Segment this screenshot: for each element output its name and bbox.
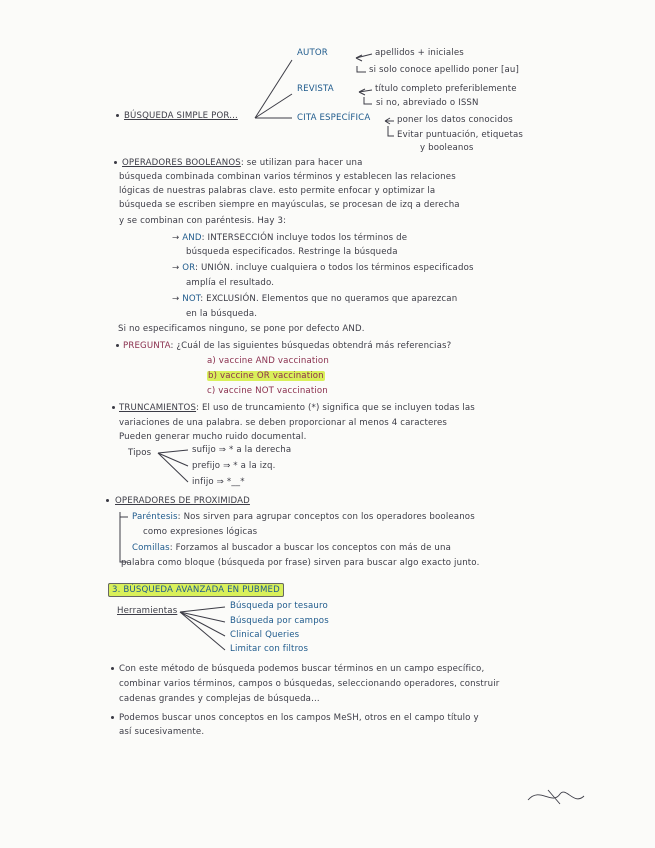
herramientas-text: Herramientas [117,606,178,616]
operadores-text: : se utilizan para hacer una [240,158,363,168]
or-line-2: amplía el resultado. [186,278,275,288]
avanzada-bullet1-line-1: combinar varios términos, campos o búsquedas, seleccionando operadores, construir [119,679,500,689]
bullet-dot [111,667,114,670]
cita-line-1: poner los datos conocidos [397,115,513,125]
operadores-default: Si no especificamos ninguno, se pone por defecto AND. [118,324,365,334]
bullet-dot [116,344,119,347]
or-desc: : UNIÓN. incluye cualquiera o todos los términos especificados [195,263,474,273]
autor-line-2: si solo conoce apellido poner [au] [369,65,519,75]
operadores-line-2: lógicas de nuestras palabras clave. esto permite enfocar y optimizar la [119,186,436,196]
herramientas-label [117,606,177,617]
or-line-1: → OR: UNIÓN. incluye cualquiera o todos los términos especificados [172,263,474,273]
and-name: AND [182,233,202,243]
branch-line [255,94,292,118]
revista-line-1: título completo preferiblemente [375,84,517,94]
operadores-line-1: búsqueda combinada combinan varios términos y establecen las relaciones [119,172,456,182]
tipo-infijo: infijo ⇒ *__* [192,477,245,487]
operadores-line-3: búsqueda se escriben siempre en mayúsculas, se procesan de izq a derecha [119,200,460,210]
pregunta-text: : ¿Cuál de las siguientes búsquedas obtendrá más referencias? [170,341,452,351]
cita-line-2: Evitar puntuación, etiquetas [397,130,524,140]
tool-campos: Búsqueda por campos [230,616,329,626]
avanzada-bullet1-line-0 [111,664,484,675]
comillas-line-1 [132,543,451,554]
autor-line-1: apellidos + iniciales [375,48,464,58]
pregunta-label: PREGUNTA [123,341,171,351]
tipo-prefijo: prefijo ⇒ * a la izq. [192,461,276,471]
parentesis-name: Paréntesis [132,512,178,522]
not-desc: : EXCLUSIÓN. Elementos que no queramos que aparezcan [200,294,458,304]
parentesis-desc: : Nos sirven para agrupar conceptos con los operadores booleanos [177,512,475,522]
revista-title: REVISTA [297,84,334,94]
operadores-line-0 [114,158,363,169]
busqueda-simple-label: BÚSQUEDA SIMPLE POR... [124,111,238,121]
not-line-1: → NOT: EXCLUSIÓN. Elementos que no queramos que aparezcan [172,294,458,304]
operadores-line-4: y se combinan con paréntesis. Hay 3: [119,216,287,226]
comillas-line-2: palabra como bloque (búsqueda por frase) sirven para buscar algo exacto junto. [121,558,480,568]
avanzada-bullet2-line-1: así sucesivamente. [119,727,205,737]
avanzada-bullet2-line-0 [111,713,479,724]
truncamientos-line-1: variaciones de una palabra. se deben proporcionar al menos 4 caracteres [119,418,448,428]
operadores-label: OPERADORES BOOLEANOS [122,158,241,168]
avanzada-bullet1-text: Con este método de búsqueda podemos buscar términos en un campo específico, [119,664,485,674]
and-desc: : INTERSECCIÓN incluye todos los términos de [201,233,408,243]
pregunta-option-a: a) vaccine AND vaccination [207,356,329,366]
cita-line-3: y booleanos [420,143,474,153]
avanzada-title-box [108,585,284,596]
tipo-sufijo: sufijo ⇒ * a la derecha [192,445,292,455]
truncamientos-text: : El uso de truncamiento (*) significa que se incluyen todas las [196,403,475,413]
parentesis-line-2: como expresiones lógicas [143,527,258,537]
revista-line-2: si no, abreviado o ISSN [376,98,479,108]
and-line-2: búsqueda especificados. Restringe la búsqueda [186,247,398,257]
busqueda-simple-heading [116,111,238,122]
or-name: OR [182,263,196,273]
branch-line [255,60,292,118]
bullet-dot [106,499,109,502]
avanzada-bullet2-text: Podemos buscar unos conceptos en los campos MeSH, otros en el campo título y [119,713,479,723]
avanzada-bullet1-line-2: cadenas grandes y complejas de búsqueda... [119,694,320,704]
autor-title: AUTOR [297,48,328,58]
bullet-dot [112,406,115,409]
proximidad-label: OPERADORES DE PROXIMIDAD [115,496,250,506]
parentesis-line-1 [132,512,475,523]
tool-tesauro: Búsqueda por tesauro [230,601,328,611]
and-line-1: → AND: INTERSECCIÓN incluye todos los términos de [172,233,408,243]
tipos-label: Tipos [128,448,152,458]
not-line-2: en la búsqueda. [186,309,258,319]
truncamientos-line-0 [112,403,475,414]
truncamientos-line-2: Pueden generar mucho ruido documental. [119,432,307,442]
bullet-dot [114,161,117,164]
bullet-dot [111,716,114,719]
bullet-dot [116,114,119,117]
pregunta-line [116,341,451,352]
tool-filtros: Limitar con filtros [230,644,309,654]
avanzada-title: 3. BÚSQUEDA AVANZADA EN PUBMED [108,583,284,597]
not-name: NOT [182,294,201,304]
comillas-name: Comillas [132,543,170,553]
tool-clinical: Clinical Queries [230,630,300,640]
proximidad-heading [106,496,250,507]
pregunta-option-c: c) vaccine NOT vaccination [207,386,328,396]
pregunta-option-b [207,371,325,382]
pregunta-option-b-text: b) vaccine OR vaccination [208,371,324,381]
cita-title: CITA ESPECÍFICA [297,113,371,123]
truncamientos-label: TRUNCAMIENTOS [119,403,197,413]
comillas-desc: : Forzamos al buscador a buscar los conceptos con más de una [169,543,452,553]
